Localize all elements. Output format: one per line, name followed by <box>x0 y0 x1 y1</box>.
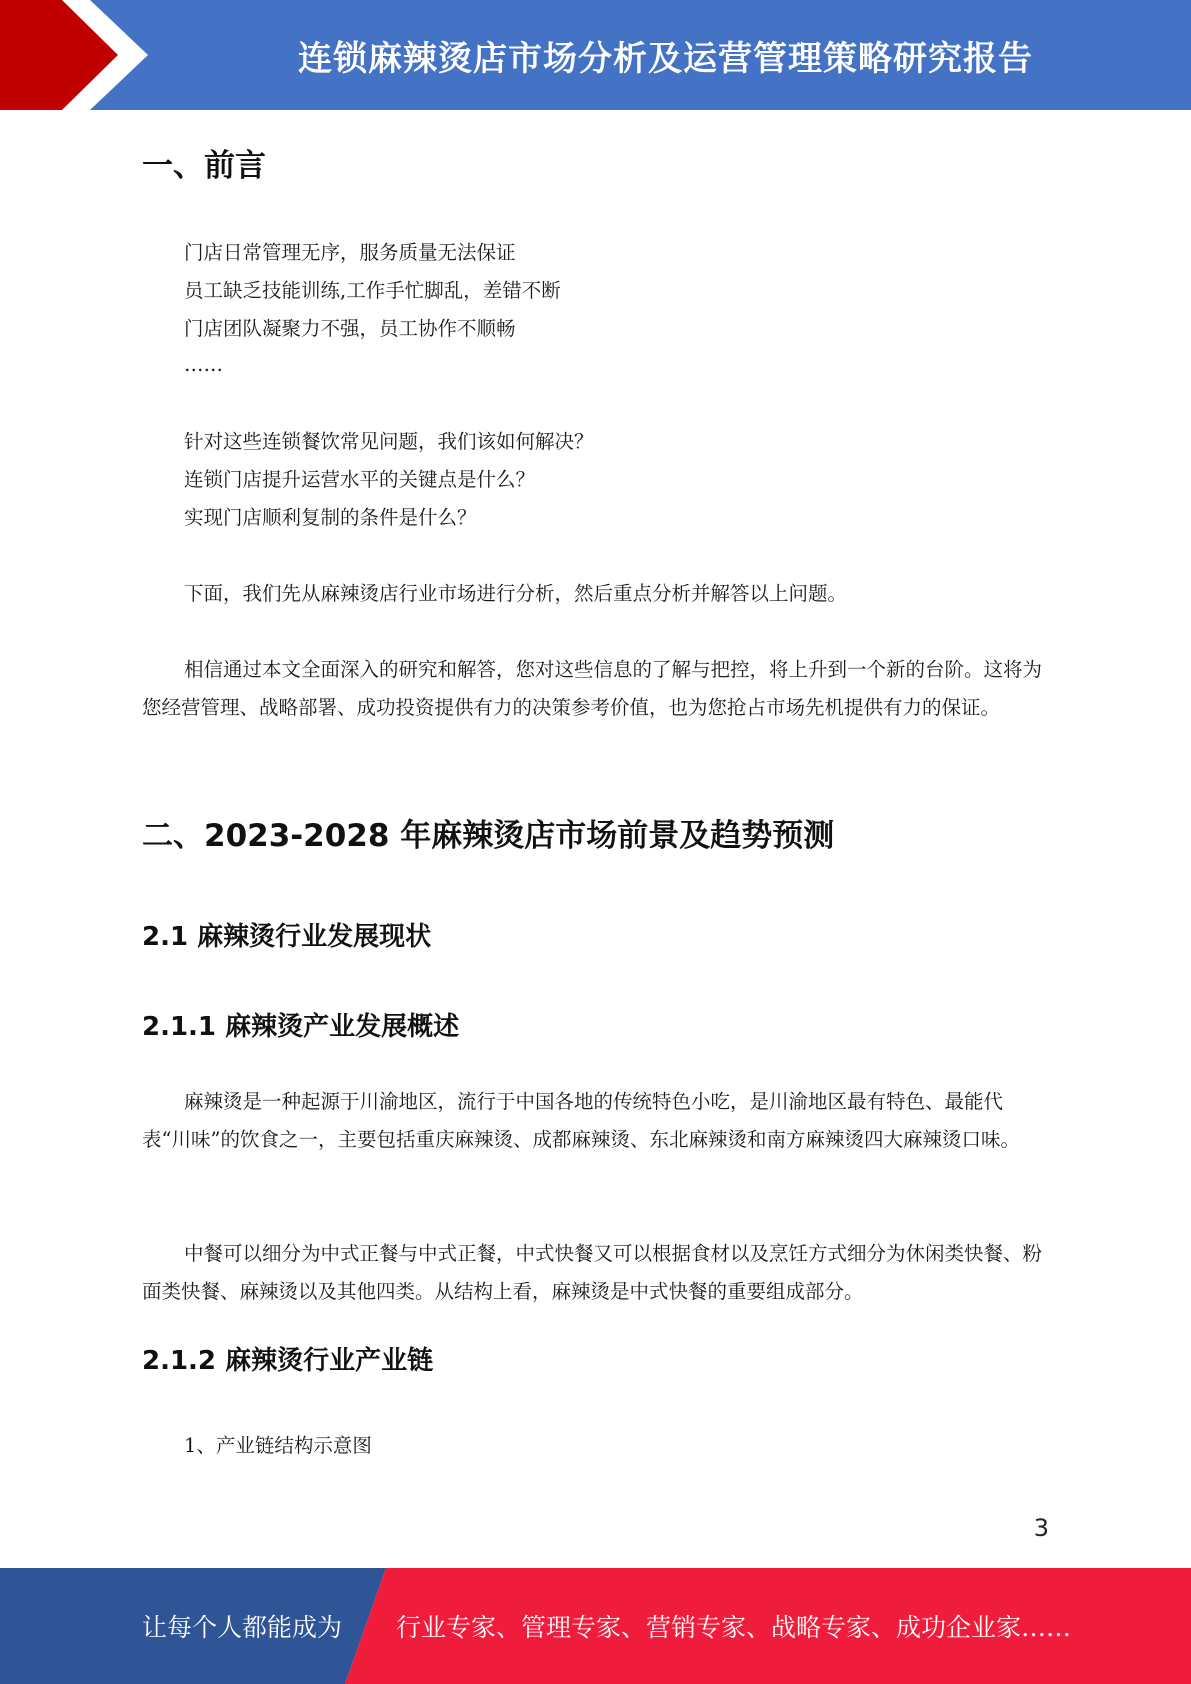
section-heading-forecast: 二、2023-2028 年麻辣烫店市场前景及趋势预测 <box>142 818 835 854</box>
paragraph: 下面，我们先从麻辣烫店行业市场进行分析，然后重点分析并解答以上问题。 <box>184 582 848 605</box>
report-title: 连锁麻辣烫店市场分析及运营管理策略研究报告 <box>298 38 1033 79</box>
problem-line: …… <box>184 353 223 376</box>
question-line: 实现门店顺利复制的条件是什么？ <box>184 506 477 529</box>
question-line: 针对这些连锁餐饮常见问题，我们该如何解决？ <box>184 430 594 453</box>
problem-line: 门店团队凝聚力不强，员工协作不顺畅 <box>184 317 516 340</box>
problem-line: 员工缺乏技能训练,工作手忙脚乱，差错不断 <box>184 279 561 302</box>
paragraph: 相信通过本文全面深入的研究和解答，您对这些信息的了解与把控，将上升到一个新的台阶。这将为您经营管理、战略部署、成功投资提供有力的决策参考价值，也为您抢占市场先机提供有力的保证。 <box>142 658 1043 719</box>
page-footer-banner <box>0 1568 1191 1684</box>
subsection-heading: 2.1.1 麻辣烫产业发展概述 <box>142 1012 460 1042</box>
problem-line: 门店日常管理无序，服务质量无法保证 <box>184 241 516 264</box>
page-number: 3 <box>1033 1514 1049 1542</box>
paragraph: 中餐可以细分为中式正餐与中式正餐，中式快餐又可以根据食材以及烹饪方式细分为休闲类快餐、粉面类快餐、麻辣烫以及其他四类。从结构上看，麻辣烫是中式快餐的重要组成部分。 <box>142 1242 1043 1303</box>
figure-caption: 1、产业链结构示意图 <box>184 1434 372 1457</box>
section-heading-preface: 一、前言 <box>142 148 266 184</box>
question-line: 连锁门店提升运营水平的关键点是什么？ <box>184 468 536 491</box>
header-chevron-decoration <box>0 0 150 110</box>
subsection-heading: 2.1.2 麻辣烫行业产业链 <box>142 1346 434 1376</box>
footer-slogan-right: 行业专家、管理专家、营销专家、战略专家、成功企业家…… <box>396 1613 1072 1642</box>
paragraph: 麻辣烫是一种起源于川渝地区，流行于中国各地的传统特色小吃，是川渝地区最有特色、最能代表“川味”的饮食之一，主要包括重庆麻辣烫、成都麻辣烫、东北麻辣烫和南方麻辣烫四大麻辣烫口味。 <box>142 1090 1020 1151</box>
subsection-heading: 2.1 麻辣烫行业发展现状 <box>142 922 432 952</box>
footer-slogan-left: 让每个人都能成为 <box>142 1613 343 1642</box>
page-header-banner <box>0 0 1191 110</box>
